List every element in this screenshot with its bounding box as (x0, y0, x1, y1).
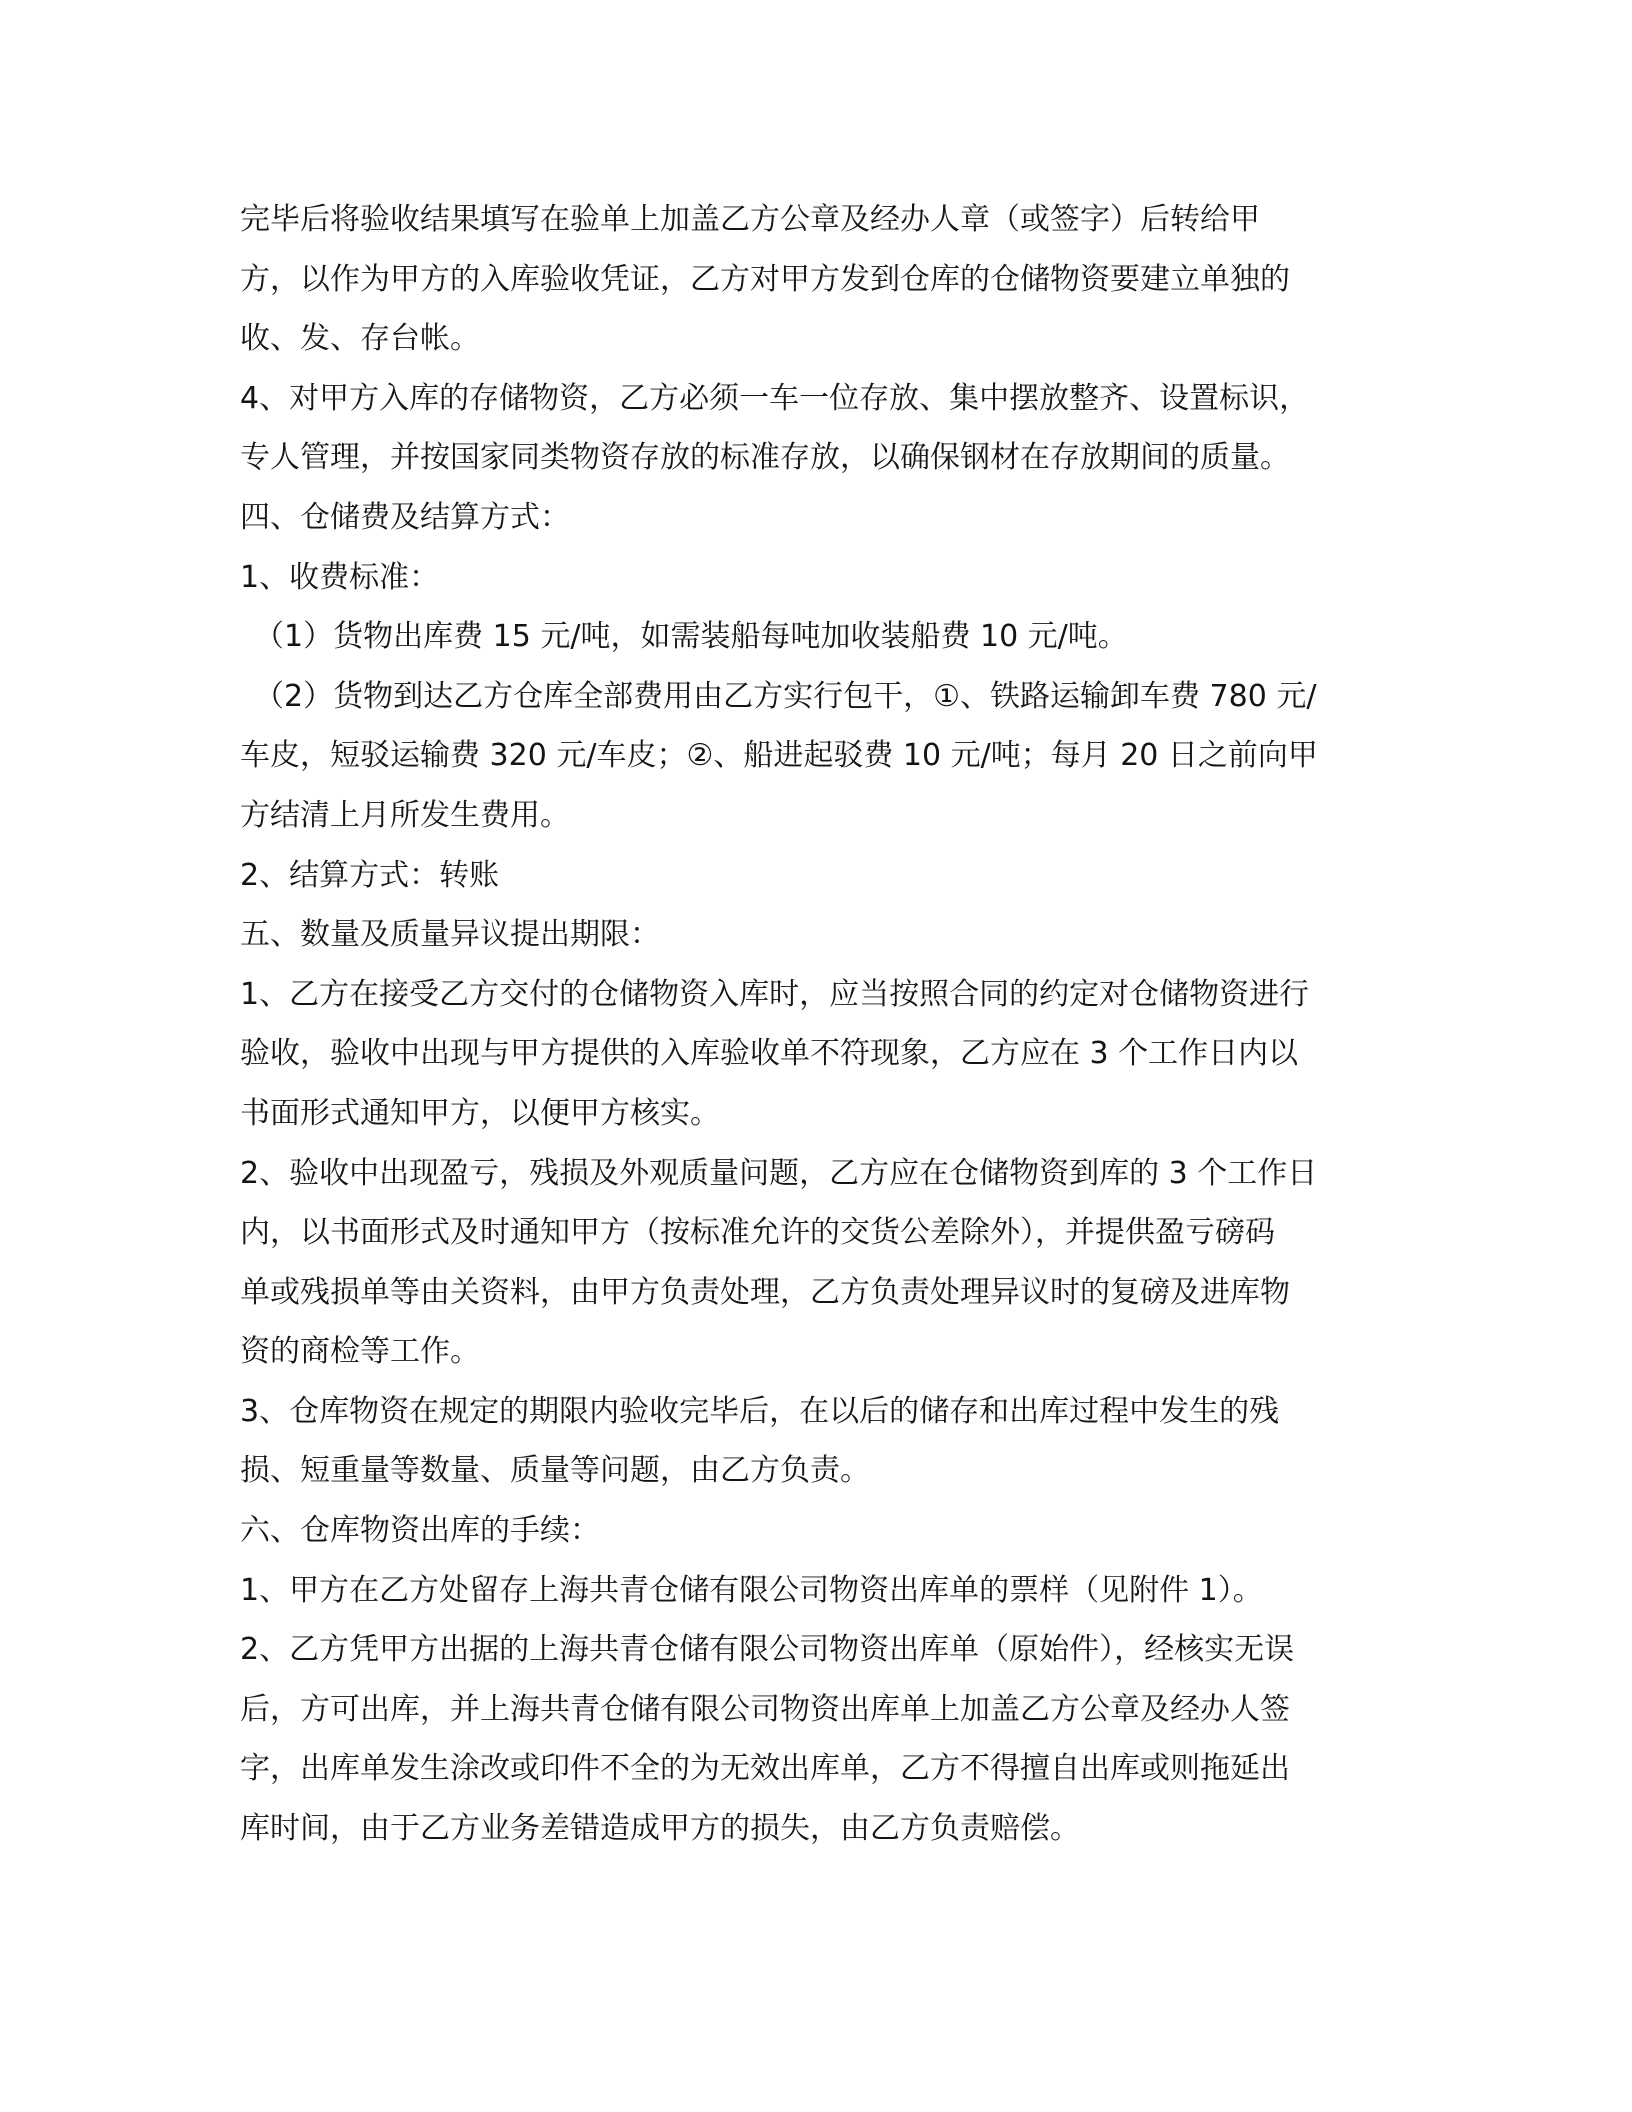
text-line: 库时间，由于乙方业务差错造成甲方的损失，由乙方负责赔偿。 (240, 1811, 1080, 1847)
text-line: 后，方可出库，并上海共青仓储有限公司物资出库单上加盖乙方公章及经办人签 (240, 1691, 1290, 1727)
text-line: 字，出库单发生涂改或印件不全的为无效出库单，乙方不得擅自出库或则拖延出 (240, 1751, 1290, 1787)
text-line: 专人管理，并按国家同类物资存放的标准存放，以确保钢材在存放期间的质量。 (240, 440, 1290, 476)
text-line: 3、仓库物资在规定的期限内验收完毕后，在以后的储存和出库过程中发生的残 (240, 1393, 1280, 1429)
section-heading: 六、仓库物资出库的手续： (240, 1513, 600, 1549)
document-body (240, 190, 1390, 1859)
text-line: 书面形式通知甲方，以便甲方核实。 (240, 1095, 720, 1131)
text-line: 2、乙方凭甲方出据的上海共青仓储有限公司物资出库单（原始件），经核实无误 (240, 1632, 1295, 1668)
text-line: 车皮，短驳运输费 320 元/车皮；②、船进起驳费 10 元/吨；每月 20 日之前向甲 (240, 738, 1318, 774)
text-line: 1、甲方在乙方处留存上海共青仓储有限公司物资出库单的票样（见附件 1）。 (240, 1572, 1263, 1608)
text-line: 内，以书面形式及时通知甲方（按标准允许的交货公差除外），并提供盈亏磅码 (240, 1215, 1275, 1251)
section-heading: 五、数量及质量异议提出期限： (240, 917, 660, 953)
text-line: 4、对甲方入库的存储物资，乙方必须一车一位存放、集中摆放整齐、设置标识， (240, 380, 1310, 416)
text-line: 完毕后将验收结果填写在验单上加盖乙方公章及经办人章（或签字）后转给甲 (240, 202, 1260, 237)
text-line: 验收，验收中出现与甲方提供的入库验收单不符现象，乙方应在 3 个工作日内以 (240, 1036, 1299, 1072)
text-line: 1、乙方在接受乙方交付的仓储物资入库时，应当按照合同的约定对仓储物资进行 (240, 976, 1310, 1012)
text-line: 收、发、存台帐。 (240, 321, 480, 357)
text-line: 方结清上月所发生费用。 (240, 797, 570, 833)
text-line: 1、收费标准： (240, 559, 440, 595)
section-heading: 四、仓储费及结算方式： (240, 499, 570, 535)
text-line: 单或残损单等由关资料，由甲方负责处理，乙方负责处理异议时的复磅及进库物 (240, 1274, 1290, 1310)
text-line: 损、短重量等数量、质量等问题，由乙方负责。 (240, 1453, 870, 1489)
text-line: 2、验收中出现盈亏，残损及外观质量问题，乙方应在仓储物资到库的 3 个工作日 (240, 1155, 1318, 1191)
text-line: 方，以作为甲方的入库验收凭证，乙方对甲方发到仓库的仓储物资要建立单独的 (240, 261, 1290, 297)
text-line: 资的商检等工作。 (240, 1334, 480, 1370)
text-line: 2、结算方式：转账 (240, 857, 500, 893)
text-line: （1）货物出库费 15 元/吨，如需装船每吨加收装船费 10 元/吨。 (254, 619, 1128, 655)
text-line: （2）货物到达乙方仓库全部费用由乙方实行包干，①、铁路运输卸车费 780 元/ (254, 678, 1317, 714)
